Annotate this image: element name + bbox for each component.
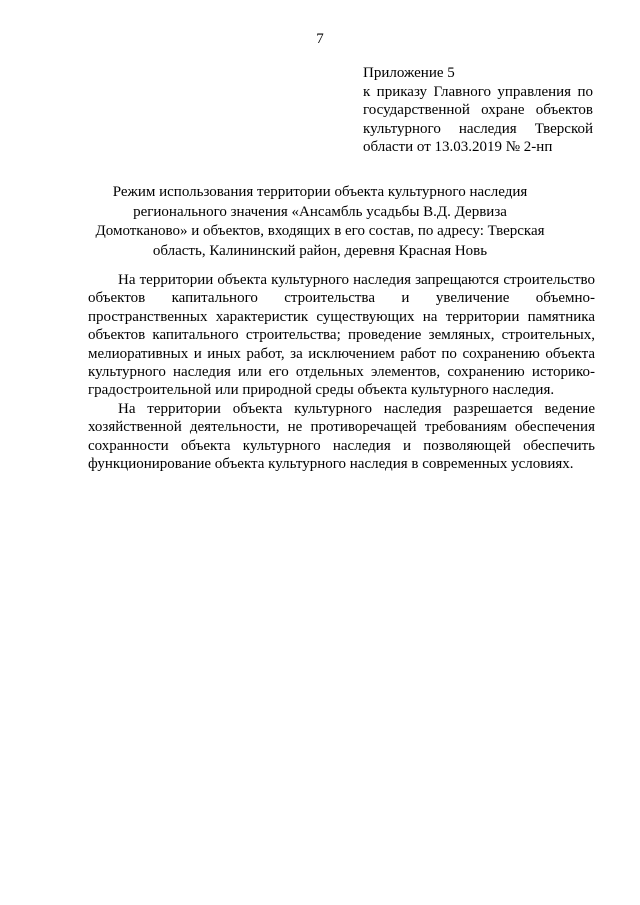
appendix-line: к приказу Главного управления по [363, 83, 593, 100]
document-body [88, 271, 595, 473]
appendix-line: области от 13.03.2019 № 2-нп [363, 139, 553, 155]
document-title: Режим использования территории объекта культурного наследия регионального значения «Ансамбль усадьбы В.Д. Дервиза Домотканово» и объектов, входящих в его состав, по адресу: Тверская область, Калининский район, деревня Красная Новь [95, 184, 545, 259]
body-paragraph: На территории объекта культурного наследия запрещаются строительство объектов капитального строительства и увеличение объемно-пространственных характеристик существующих на территории памятника объектов капитального строительства; проведение земляных, строительных, мелиоративных и иных работ, за исключением работ по сохранению объекта культурного наследия или его отдельных элементов, сохранению историко-градостроительной или природной среды объекта культурного наследия. [88, 272, 595, 399]
appendix-line: Приложение 5 [363, 65, 455, 81]
appendix-line: культурного наследия Тверской [363, 120, 593, 137]
appendix-line: государственной охране объектов [363, 102, 593, 118]
page-number: 7 [316, 31, 324, 47]
body-paragraph: На территории объекта культурного наследия разрешается ведение хозяйственной деятельности, не противоречащей требованиям обеспечения сохранности объекта культурного наследия и позволяющей обеспечить функционирование объекта культурного наследия в современных условиях. [88, 400, 595, 473]
appendix-header [363, 64, 593, 157]
